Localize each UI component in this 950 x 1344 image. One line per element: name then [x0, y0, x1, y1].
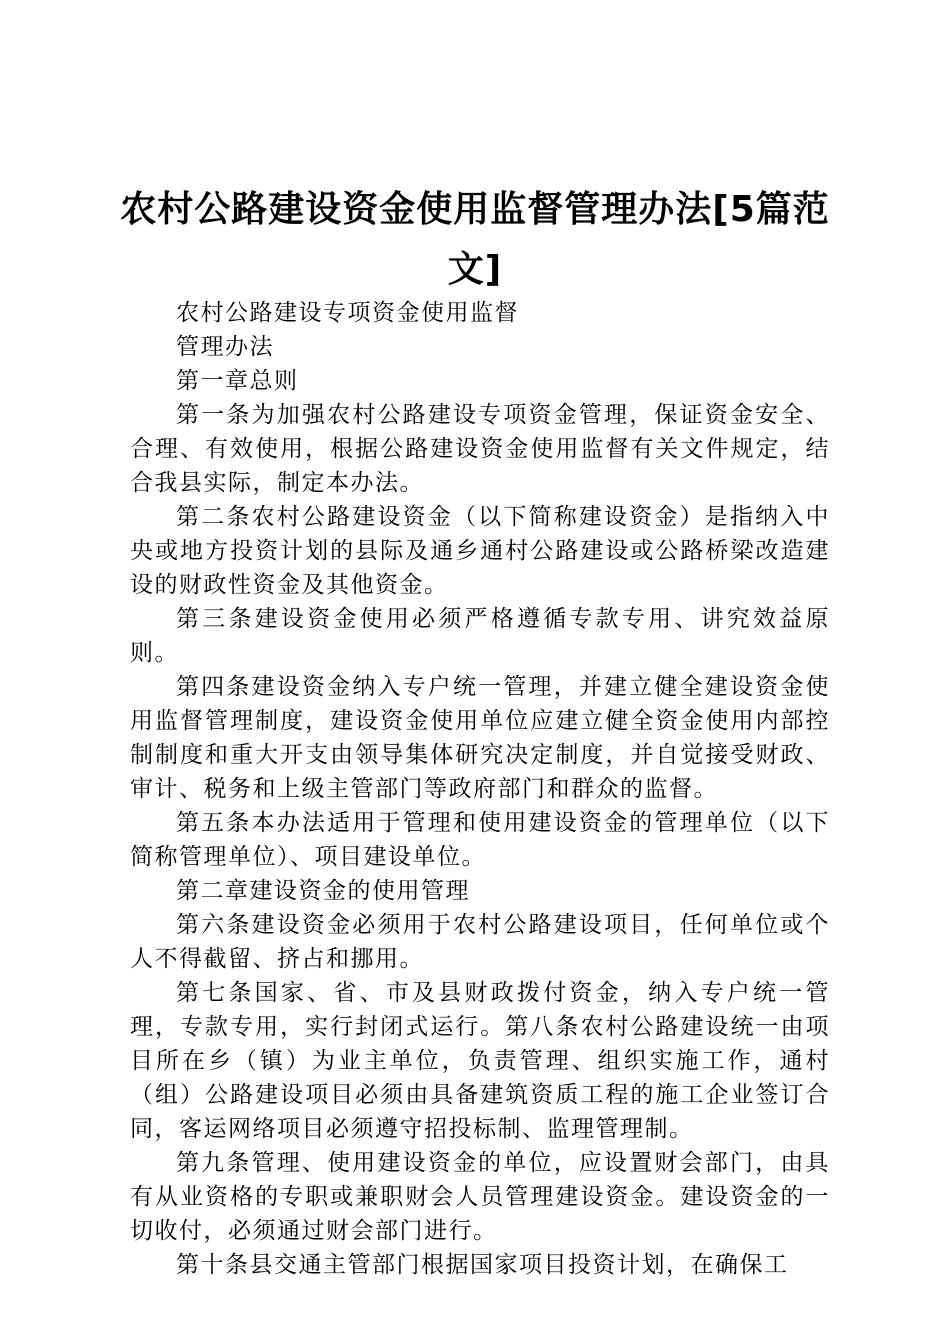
paragraph: 第五条本办法适用于管理和使用建设资金的管理单位（以下简称管理单位）、项目建设单位。: [130, 810, 830, 870]
paragraph: 第九条管理、使用建设资金的单位，应设置财会部门，由具有从业资格的专职或兼职财会人员管理建设资金。建设资金的一切收付，必须通过财会部门进行。: [130, 1150, 830, 1244]
paragraph: 第六条建设资金必须用于农村公路建设项目，任何单位或个人不得截留、挤占和挪用。: [130, 912, 830, 972]
paragraph: 农村公路建设专项资金使用监督: [176, 300, 519, 326]
paragraph: 第七条国家、省、市及县财政拨付资金，纳入专户统一管理，专款专用，实行封闭式运行。第八条农村公路建设统一由项目所在乡（镇）为业主单位，负责管理、组织实施工作，通村（组）公路建设项目必须由具备建筑资质工程的施工企业签订合同，客运网络项目必须遵守招投标制、监理管理制。: [130, 980, 830, 1142]
paragraph: 第一条为加强农村公路建设专项资金管理，保证资金安全、合理、有效使用，根据公路建设资金使用监督有关文件规定，结合我县实际，制定本办法。: [130, 402, 830, 496]
chapter-heading: 第二章建设资金的使用管理: [176, 878, 470, 904]
document-body: [130, 296, 830, 1282]
paragraph: 第四条建设资金纳入专户统一管理，并建立健全建设资金使用监督管理制度，建设资金使用单位应建立健全资金使用内部控制制度和重大开支由领导集体研究决定制度，并自觉接受财政、审计、税务和上级主管部门等政府部门和群众的监督。: [130, 674, 830, 802]
document-title: 农村公路建设资金使用监督管理办法[5篇范文]: [120, 189, 830, 290]
chapter-heading: 第一章总则: [176, 368, 299, 394]
paragraph: 第二条农村公路建设资金（以下简称建设资金）是指纳入中央或地方投资计划的县际及通乡通村公路建设或公路桥梁改造建设的财政性资金及其他资金。: [130, 504, 830, 598]
paragraph: 第三条建设资金使用必须严格遵循专款专用、讲究效益原则。: [130, 606, 830, 666]
paragraph: 第十条县交通主管部门根据国家项目投资计划，在确保工: [176, 1252, 789, 1278]
paragraph: 管理办法: [176, 334, 274, 360]
